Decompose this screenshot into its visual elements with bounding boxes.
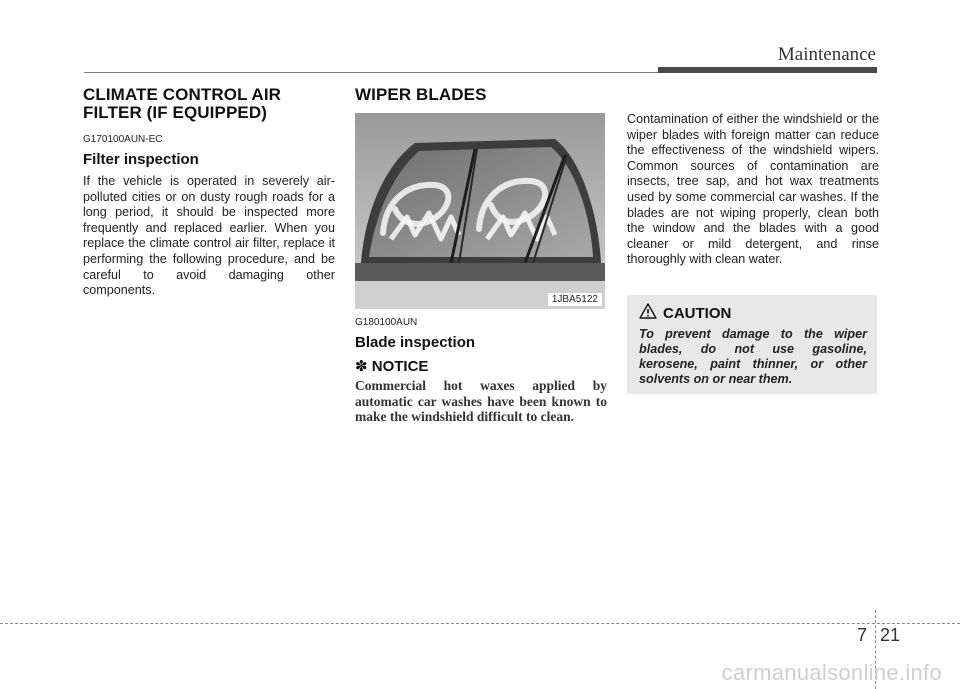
contamination-column — [627, 112, 879, 268]
windshield-wiper-icon — [355, 113, 605, 309]
header-rule-thick — [658, 67, 877, 73]
warning-triangle-icon — [639, 303, 657, 324]
wiper-section-heading: WIPER BLADES — [355, 85, 487, 104]
page-number: 21 — [880, 625, 901, 645]
figure-label: 1JBA5122 — [548, 293, 602, 306]
notice-title: ✽ NOTICE — [355, 358, 429, 375]
wiper-subheading: Blade inspection — [355, 334, 476, 351]
windshield-illustration — [355, 113, 605, 309]
caution-box — [627, 295, 877, 394]
filter-subheading: Filter inspection — [83, 151, 199, 168]
filter-body-text: If the vehicle is operated in severely air-polluted cities or on dusty rough roads for a long period, it should be inspected more frequently and replaced earlier. When you replace the climate control air filter, replace it performing the following procedure, and be careful to avoid damaging other components. — [83, 174, 335, 298]
page-header-title: Maintenance — [777, 44, 876, 65]
wiper-column — [355, 86, 607, 425]
header-rule-thin — [84, 72, 658, 73]
filter-code: G170100AUN-EC — [83, 134, 163, 145]
filter-section-heading: CLIMATE CONTROL AIR FILTER (IF EQUIPPED) — [83, 85, 282, 122]
caution-header — [639, 303, 867, 324]
watermark: carmanualsonline.info — [721, 660, 942, 685]
wiper-code: G180100AUN — [355, 317, 418, 328]
chapter-number: 7 — [857, 625, 868, 645]
caution-text: To prevent damage to the wiper blades, do not use gasoline, kerosene, paint thinner, or other solvents on or near them. — [639, 327, 867, 386]
filter-column — [83, 86, 335, 299]
caution-title: CAUTION — [663, 305, 732, 322]
footer-rule — [0, 623, 960, 624]
notice-text: Commercial hot waxes applied by automatic car washes have been known to make the windshield difficult to clean. — [355, 378, 607, 424]
contamination-text: Contamination of either the windshield or the wiper blades with foreign matter can reduce the effectiveness of the windshield wipers. Common sources of contamination are insects, tree sap, and hot wax treatments used by some commercial car washes. If the blades are not wiping properly, clean both the window and the blades with a good cleaner or mild detergent, and rinse thoroughly with clean water. — [627, 112, 879, 267]
